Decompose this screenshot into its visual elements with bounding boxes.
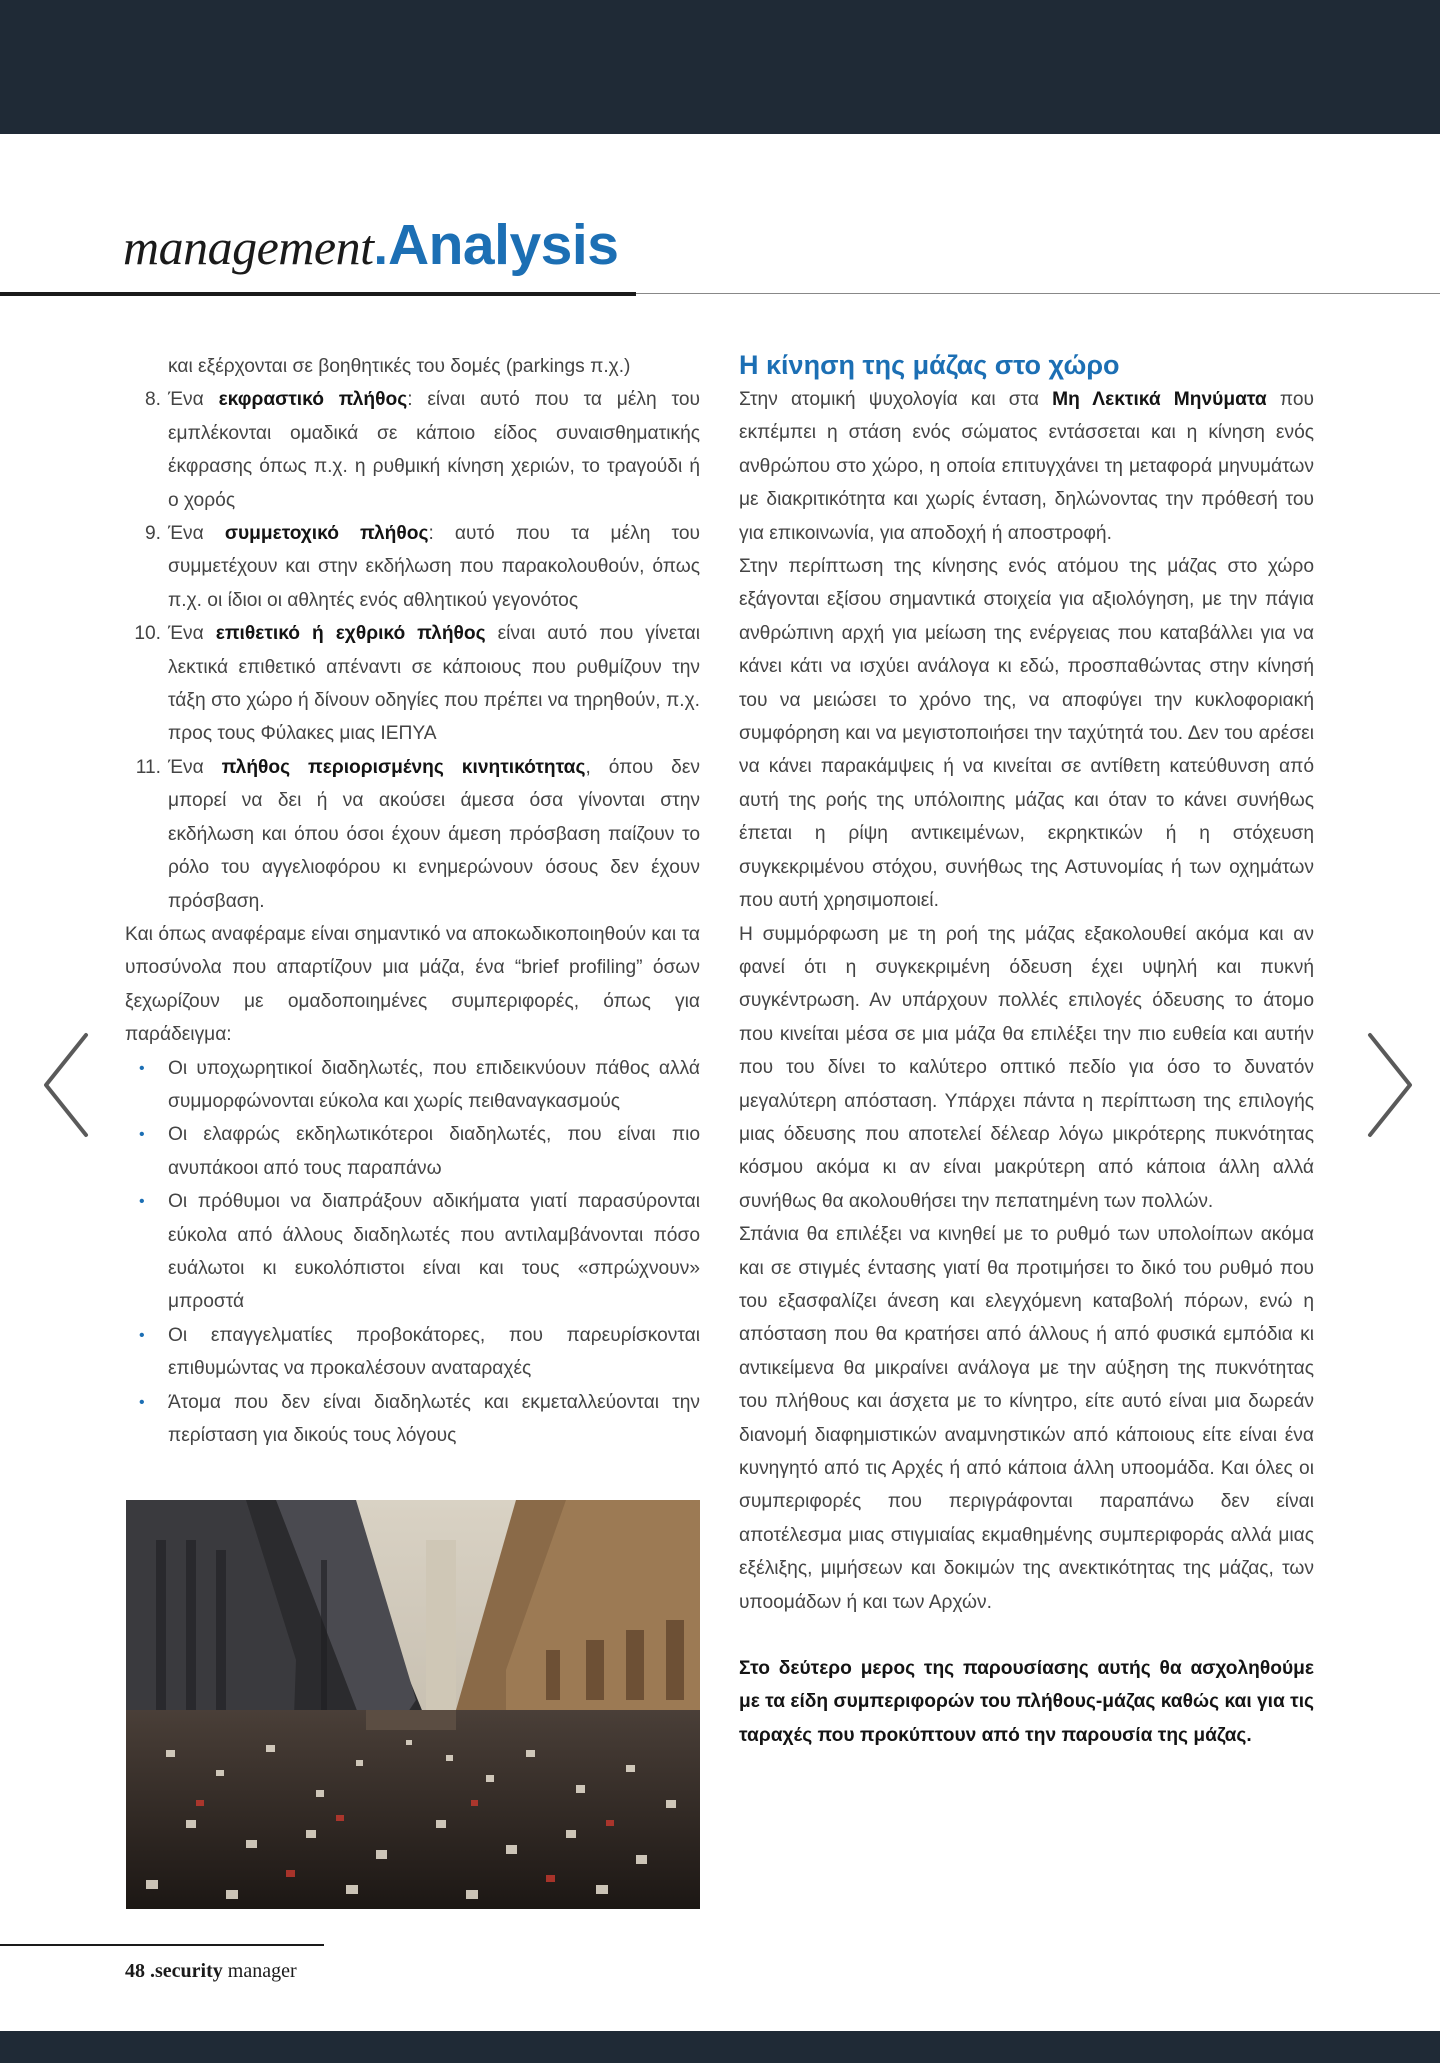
list-text-post: : είναι αυτό που τα μέλη του εμπλέκονται ομαδικά σε κάποιο είδος συναισθηματικής έκφρασης όπως π.χ. η ρυθμική κίνηση χεριών, το τραγούδι ή ο χορός <box>168 389 700 511</box>
chevron-right-icon <box>1358 1030 1418 1140</box>
paragraph-bold: Μη Λεκτικά Μηνύματα <box>1052 389 1267 410</box>
bullet-icon: • <box>139 1059 145 1077</box>
page-number: 48 <box>125 1960 145 1982</box>
list-text-bold: πλήθος περιορισμένης κινητικότητας <box>221 756 586 778</box>
header-rule-thick <box>0 292 636 296</box>
crowd-photo <box>126 1500 700 1909</box>
list-text-post: είναι αυτό που γίνεται λεκτικά επιθετικό απέναντι σε κάποιους που ρυθμίζουν την τάξη στο χώρο ή δίνουν οδηγίες που πρέπει να τηρηθούν, π.χ. προς τους Φύλακες μιας ΙΕΠΥΑ <box>168 623 700 745</box>
bullet-item <box>125 1386 700 1453</box>
closing-paragraph: Στο δεύτερο μερος της παρουσίασης αυτής θα ασχοληθούμε με τα είδη συμπεριφορών του πλήθους-μάζας καθώς και για τις ταραχές που προκύπτουν από την παρουσία της μάζας. <box>739 1658 1314 1746</box>
paragraph: Σπάνια θα επιλέξει να κινηθεί με το ρυθμό των υπολοίπων ακόμα και σε στιγμές έντασης γιατί θα προτιμήσει το δικό του ρυθμό που του εξασφαλίζει άνεση και ελεγχόμενη καταβολή πόρων, ενώ η απόσταση που θα κρατήσει από άλλους ή από φυσικά εμπόδια κι αντικείμενα θα μικραίνει ανάλογα με την αύξηση της πυκνότητας του πλήθους και άσχετα με το κίνητρο, είτε αυτό είναι μια δωρεάν διανομή διαφημιστικών αναμνηστικών από κάποιους είτε είναι ένα κυνηγητό από τις Αρχές ή από κάποια άλλη υποομάδα. Και όλες οι συμπεριφορές που περιγράφονται παραπάνω δεν είναι αποτέλεσμα μιας στιγμιαίας εκμαθημένης συμπεριφοράς αλλά μιας εξέλιξης, μιμήσεων και δοκιμών της ανεκτικότητας της μάζας, των υποομάδων ή και των Αρχών. <box>739 1224 1314 1613</box>
list-text <box>168 751 700 918</box>
list-text-post: , όπου δεν μπορεί να δει ή να ακούσει άμεσα όσα γίνονται στην εκδήλωση και όπου όσοι έχουν άμεση πρόσβαση παίζουν το ρόλο του αγγελιοφόρου κι ενημερώνουν όσους δεν έχουν πρόσβαση. <box>168 756 700 912</box>
masthead <box>123 212 618 292</box>
masthead-management: management <box>123 219 374 275</box>
list-number: 11. <box>135 756 161 778</box>
right-column <box>739 350 1314 1752</box>
bullet-icon: • <box>139 1326 145 1344</box>
continued-line: και εξέρχονται σε βοηθητικές του δομές (parkings π.χ.) <box>168 356 631 377</box>
list-text-pre: Ένα <box>168 389 219 411</box>
bullet-text: Οι ελαφρώς εκδηλωτικότεροι διαδηλωτές, που είναι πιο ανυπάκοοι από τους παραπάνω <box>168 1124 700 1179</box>
list-text-pre: Ένα <box>168 623 216 645</box>
list-text-bold: επιθετικό ή εχθρικό πλήθος <box>215 623 486 645</box>
list-item <box>125 383 700 517</box>
intro-paragraph: Και όπως αναφέραμε είναι σημαντικό να αποκωδικοποιηθούν και τα υποσύνολα που απαρτίζουν μια μάζα, ένα “brief profiling” όσων ξεχωρίζουν με ομαδοποιημένες συμπεριφορές, όπως για παράδειγμα: <box>125 923 700 1046</box>
list-item <box>125 617 700 751</box>
bullet-text: Οι πρόθυμοι να διαπράξουν αδικήματα γιατί παρασύρονται εύκολα από άλλους διαδηλωτές που αντιλαμβάνονται πόσο ευάλωτοι κι ευκολόπιστοι είναι και τους «σπρώχνουν» μπροστά <box>168 1191 700 1313</box>
masthead-dot: . <box>373 218 388 276</box>
bullet-icon: • <box>139 1126 145 1144</box>
footer-rule <box>0 1944 324 1946</box>
paragraph-post: που εκπέμπει η στάση ενός σώματος εντάσσεται και η κίνηση ενός ανθρώπου στο χώρο, η οποία επιτυγχάνει τη μεταφορά μηνυμάτων με διακριτικότητα και χωρίς ένταση, δηλώνοντας την πρόθεσή του για επικοινωνία, για αποδοχή ή αποστροφή. <box>739 389 1314 544</box>
bullet-text: Άτομα που δεν είναι διαδηλωτές και εκμεταλλεύονται την περίσταση για δικούς τους λόγους <box>168 1391 700 1446</box>
bullet-icon: • <box>139 1193 145 1211</box>
list-text-bold: εκφραστικό πλήθος <box>218 389 408 411</box>
list-text <box>168 383 700 517</box>
header-rule-thin <box>636 293 1440 294</box>
bullet-item <box>125 1052 700 1119</box>
paragraph <box>739 383 1314 550</box>
list-text-bold: συμμετοχικό πλήθος <box>224 523 429 545</box>
left-column <box>125 350 700 1452</box>
list-text <box>168 617 700 751</box>
list-number: 8. <box>144 389 161 411</box>
list-text-post: : αυτό που τα μέλη του συμμετέχουν και στην εκδήλωση που παρακολουθούν, όπως π.χ. οι ίδιοι οι αθλητές ενός αθλητικού γεγονότος <box>168 523 700 611</box>
top-bar <box>0 0 1440 134</box>
footer-brand-security: security <box>155 1960 223 1982</box>
bullet-item <box>125 1185 700 1319</box>
paragraph: Η συμμόρφωση με τη ροή της μάζας εξακολουθεί ακόμα και αν φανεί ότι η συγκεκριμένη όδευση έχει υψηλή και πυκνή συγκέντρωση. Αν υπάρχουν πολλές επιλογές όδευσης το άτομο που κινείται μέσα σε μια μάζα θα επιλέξει την πιο ευθεία και αυτήν που του δίνει το καλύτερο οπτικό πεδίο για όσο το δυνατόν μεγαλύτερη απόσταση. Υπάρχει πάντα η περίπτωση της επιλογής μιας όδευσης που αποτελεί δέλεαρ λόγω μικρότερης πυκνότητας κόσμου ακόμα κι αν είναι μακρύτερη από κάποια άλλη αλλά συνήθως θα ακολουθήσει την πεπατημένη των πολλών. <box>739 923 1314 1212</box>
paragraph-pre: Στην ατομική ψυχολογία και στα <box>739 389 1053 410</box>
bullet-text: Οι υποχωρητικοί διαδηλωτές, που επιδεικνύουν πάθος αλλά συμμορφώνονται εύκολα και χωρίς πειθαναγκασμούς <box>168 1057 700 1112</box>
list-item <box>125 751 700 918</box>
footer-dot: . <box>150 1960 155 1982</box>
paragraph: Στην περίπτωση της κίνησης ενός ατόμου της μάζας στο χώρο εξάγονται εξίσου σημαντικά στοιχεία για αξιολόγηση, με την πάγια ανθρώπινη αρχή για μείωση της ενέργειας που καταβάλλει για να κάνει κάτι να ισχύει ανάλογα κι εδώ, προσπαθώντας στην κίνησή του να μειώσει το χρόνο της, να αποφύγει την κυκλοφοριακή συμφόρηση και να μεγιστοποιήσει την ταχύτητά του. Δεν του αρέσει να κάνει παρακάμψεις ή να κινείται σε αντίθετη κατεύθυνση από αυτή της ροής της υπόλοιπης μάζας και όταν το κάνει συνήθως έπεται η ρίψη αντικειμένων, εκρηκτικών ή η στόχευση συγκεκριμένου στόχου, συνήθως της Αστυνομίας ή των οχημάτων που αυτή χρησιμοποιεί. <box>739 556 1314 912</box>
list-number: 10. <box>134 623 161 645</box>
chevron-left-icon <box>38 1030 98 1140</box>
page-footer <box>125 1960 297 1983</box>
list-text-pre: Ένα <box>168 756 222 778</box>
list-item <box>125 517 700 617</box>
crowd-photo-illustration <box>126 1500 700 1909</box>
prev-page-button[interactable] <box>38 1030 98 1140</box>
bullet-icon: • <box>139 1393 145 1411</box>
bullet-item <box>125 1118 700 1185</box>
list-text-pre: Ένα <box>168 523 225 545</box>
footer-brand-manager: manager <box>222 1960 297 1982</box>
list-text <box>168 517 700 617</box>
list-number: 9. <box>144 523 161 545</box>
masthead-analysis: Analysis <box>387 213 619 277</box>
next-page-button[interactable] <box>1358 1030 1418 1140</box>
bottom-bar <box>0 2031 1440 2063</box>
bullet-item <box>125 1319 700 1386</box>
bullet-text: Οι επαγγελματίες προβοκάτορες, που παρευρίσκονται επιθυμώντας να προκαλέσουν αναταραχές <box>168 1324 700 1380</box>
section-heading: Η κίνηση της μάζας στο χώρο <box>739 350 1120 380</box>
